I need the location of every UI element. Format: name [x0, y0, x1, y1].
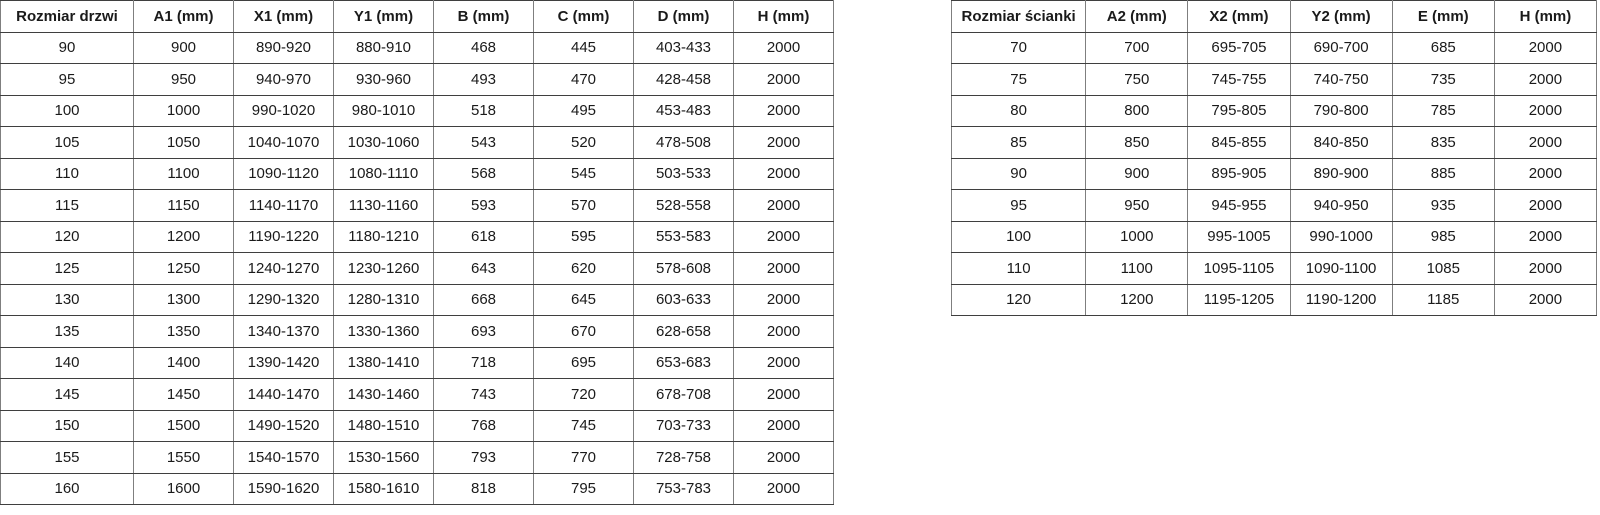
table-cell: 645 [534, 284, 634, 316]
column-header: Rozmiar ścianki [952, 1, 1086, 33]
table-cell: 678-708 [634, 379, 734, 411]
table-row [952, 127, 1597, 159]
table-cell: 668 [434, 284, 534, 316]
table-cell: 2000 [734, 190, 834, 222]
table-row [1, 284, 834, 316]
table-cell: 2000 [734, 64, 834, 96]
table-cell: 940-970 [234, 64, 334, 96]
column-header: Y2 (mm) [1290, 1, 1392, 33]
table-cell: 695 [534, 347, 634, 379]
table-cell: 840-850 [1290, 127, 1392, 159]
column-header: B (mm) [434, 1, 534, 33]
table-row [952, 64, 1597, 96]
table-cell: 528-558 [634, 190, 734, 222]
column-header: D (mm) [634, 1, 734, 33]
table-row [1, 473, 834, 505]
table-cell: 735 [1392, 64, 1494, 96]
table-cell: 90 [952, 158, 1086, 190]
table-cell: 835 [1392, 127, 1494, 159]
table-cell: 603-633 [634, 284, 734, 316]
table-cell: 785 [1392, 95, 1494, 127]
table-row [1, 32, 834, 64]
table-cell: 768 [434, 410, 534, 442]
table-cell: 1500 [134, 410, 234, 442]
table-cell: 85 [952, 127, 1086, 159]
table-cell: 130 [1, 284, 134, 316]
table-cell: 543 [434, 127, 534, 159]
table-cell: 1280-1310 [334, 284, 434, 316]
table-cell: 1350 [134, 316, 234, 348]
table-cell: 1300 [134, 284, 234, 316]
table-cell: 880-910 [334, 32, 434, 64]
table-row [1, 379, 834, 411]
table-cell: 150 [1, 410, 134, 442]
table-cell: 135 [1, 316, 134, 348]
table-cell: 990-1020 [234, 95, 334, 127]
table-cell: 570 [534, 190, 634, 222]
table-cell: 1185 [1392, 284, 1494, 316]
table-cell: 2000 [734, 158, 834, 190]
table-cell: 890-900 [1290, 158, 1392, 190]
table-cell: 100 [1, 95, 134, 127]
table-cell: 155 [1, 442, 134, 474]
header-row [952, 1, 1597, 33]
table-cell: 1195-1205 [1188, 284, 1290, 316]
table-cell: 950 [134, 64, 234, 96]
table-cell: 1600 [134, 473, 234, 505]
table-cell: 628-658 [634, 316, 734, 348]
table-row [952, 32, 1597, 64]
column-header: Y1 (mm) [334, 1, 434, 33]
table-cell: 553-583 [634, 221, 734, 253]
table-row [1, 316, 834, 348]
table-cell: 110 [952, 253, 1086, 285]
table-cell: 70 [952, 32, 1086, 64]
table-cell: 140 [1, 347, 134, 379]
table-cell: 795-805 [1188, 95, 1290, 127]
table-cell: 2000 [734, 32, 834, 64]
table-cell: 1550 [134, 442, 234, 474]
table-cell: 95 [1, 64, 134, 96]
table-cell: 890-920 [234, 32, 334, 64]
table-row [1, 158, 834, 190]
table-cell: 653-683 [634, 347, 734, 379]
table-cell: 1100 [134, 158, 234, 190]
table-cell: 745 [534, 410, 634, 442]
table-cell: 120 [1, 221, 134, 253]
table-cell: 2000 [734, 379, 834, 411]
table-cell: 2000 [734, 410, 834, 442]
table-cell: 1400 [134, 347, 234, 379]
table-cell: 1200 [134, 221, 234, 253]
table-cell: 818 [434, 473, 534, 505]
table-cell: 850 [1086, 127, 1188, 159]
table-row [1, 410, 834, 442]
table-cell: 545 [534, 158, 634, 190]
table-cell: 2000 [734, 127, 834, 159]
column-header: H (mm) [734, 1, 834, 33]
table-cell: 75 [952, 64, 1086, 96]
table-row [952, 221, 1597, 253]
table-cell: 568 [434, 158, 534, 190]
table-cell: 1580-1610 [334, 473, 434, 505]
table-cell: 618 [434, 221, 534, 253]
table-cell: 1000 [134, 95, 234, 127]
table-cell: 685 [1392, 32, 1494, 64]
table-cell: 1290-1320 [234, 284, 334, 316]
table-cell: 1090-1120 [234, 158, 334, 190]
table-cell: 1430-1460 [334, 379, 434, 411]
table-cell: 950 [1086, 190, 1188, 222]
table-cell: 115 [1, 190, 134, 222]
table-cell: 900 [134, 32, 234, 64]
table-cell: 125 [1, 253, 134, 285]
table-row [1, 190, 834, 222]
table-cell: 90 [1, 32, 134, 64]
table-cell: 2000 [1494, 32, 1596, 64]
table-cell: 1095-1105 [1188, 253, 1290, 285]
table-cell: 980-1010 [334, 95, 434, 127]
table-cell: 100 [952, 221, 1086, 253]
table-cell: 403-433 [634, 32, 734, 64]
table-cell: 2000 [734, 316, 834, 348]
table-cell: 478-508 [634, 127, 734, 159]
table-cell: 2000 [1494, 190, 1596, 222]
table-cell: 1080-1110 [334, 158, 434, 190]
table-cell: 620 [534, 253, 634, 285]
table-cell: 1090-1100 [1290, 253, 1392, 285]
table-cell: 1000 [1086, 221, 1188, 253]
table-cell: 1190-1200 [1290, 284, 1392, 316]
table-row [1, 64, 834, 96]
table-cell: 2000 [734, 221, 834, 253]
table-cell: 1340-1370 [234, 316, 334, 348]
table-cell: 795 [534, 473, 634, 505]
column-header: A2 (mm) [1086, 1, 1188, 33]
table-cell: 740-750 [1290, 64, 1392, 96]
table-cell: 900 [1086, 158, 1188, 190]
table-cell: 1590-1620 [234, 473, 334, 505]
table-row [1, 253, 834, 285]
header-row [1, 1, 834, 33]
table-cell: 1030-1060 [334, 127, 434, 159]
table-cell: 2000 [1494, 284, 1596, 316]
table-cell: 745-755 [1188, 64, 1290, 96]
table-cell: 493 [434, 64, 534, 96]
table-cell: 2000 [1494, 64, 1596, 96]
table-cell: 1150 [134, 190, 234, 222]
table-cell: 1050 [134, 127, 234, 159]
table-cell: 728-758 [634, 442, 734, 474]
table-cell: 2000 [734, 442, 834, 474]
table-cell: 693 [434, 316, 534, 348]
table-cell: 930-960 [334, 64, 434, 96]
wall-size-table [951, 0, 1597, 316]
table-row [952, 190, 1597, 222]
table-cell: 940-950 [1290, 190, 1392, 222]
table-cell: 790-800 [1290, 95, 1392, 127]
table-cell: 520 [534, 127, 634, 159]
table-cell: 2000 [1494, 127, 1596, 159]
table-cell: 1530-1560 [334, 442, 434, 474]
table-row [1, 95, 834, 127]
table-cell: 2000 [734, 284, 834, 316]
table-cell: 1240-1270 [234, 253, 334, 285]
table-cell: 690-700 [1290, 32, 1392, 64]
table-cell: 885 [1392, 158, 1494, 190]
table-cell: 2000 [734, 473, 834, 505]
table-cell: 1230-1260 [334, 253, 434, 285]
table-cell: 110 [1, 158, 134, 190]
table-cell: 2000 [734, 95, 834, 127]
column-header: X2 (mm) [1188, 1, 1290, 33]
table-cell: 578-608 [634, 253, 734, 285]
table-cell: 453-483 [634, 95, 734, 127]
column-header: E (mm) [1392, 1, 1494, 33]
table-cell: 95 [952, 190, 1086, 222]
table-cell: 145 [1, 379, 134, 411]
table-cell: 1380-1410 [334, 347, 434, 379]
table-cell: 470 [534, 64, 634, 96]
table-cell: 743 [434, 379, 534, 411]
table-cell: 120 [952, 284, 1086, 316]
table-row [1, 221, 834, 253]
table-cell: 2000 [1494, 95, 1596, 127]
table-cell: 2000 [734, 253, 834, 285]
table-cell: 793 [434, 442, 534, 474]
table-cell: 895-905 [1188, 158, 1290, 190]
table-cell: 720 [534, 379, 634, 411]
table-cell: 160 [1, 473, 134, 505]
table-cell: 1130-1160 [334, 190, 434, 222]
table-row [952, 95, 1597, 127]
table-cell: 1100 [1086, 253, 1188, 285]
table-cell: 1040-1070 [234, 127, 334, 159]
table-cell: 935 [1392, 190, 1494, 222]
column-header: H (mm) [1494, 1, 1596, 33]
table-cell: 503-533 [634, 158, 734, 190]
table-cell: 990-1000 [1290, 221, 1392, 253]
table-cell: 695-705 [1188, 32, 1290, 64]
table-cell: 703-733 [634, 410, 734, 442]
table-cell: 1330-1360 [334, 316, 434, 348]
table-cell: 985 [1392, 221, 1494, 253]
table-cell: 1490-1520 [234, 410, 334, 442]
table-cell: 1140-1170 [234, 190, 334, 222]
table-cell: 1085 [1392, 253, 1494, 285]
table-cell: 800 [1086, 95, 1188, 127]
column-header: A1 (mm) [134, 1, 234, 33]
table-cell: 643 [434, 253, 534, 285]
table-cell: 495 [534, 95, 634, 127]
table-cell: 1180-1210 [334, 221, 434, 253]
table-cell: 1450 [134, 379, 234, 411]
table-cell: 445 [534, 32, 634, 64]
table-cell: 1480-1510 [334, 410, 434, 442]
table-row [952, 158, 1597, 190]
table-cell: 670 [534, 316, 634, 348]
table-row [952, 253, 1597, 285]
table-cell: 1250 [134, 253, 234, 285]
table-cell: 2000 [1494, 253, 1596, 285]
table-cell: 2000 [734, 347, 834, 379]
column-header: Rozmiar drzwi [1, 1, 134, 33]
table-row [1, 127, 834, 159]
table-cell: 1540-1570 [234, 442, 334, 474]
table-cell: 1440-1470 [234, 379, 334, 411]
table-cell: 80 [952, 95, 1086, 127]
table-cell: 593 [434, 190, 534, 222]
table-cell: 995-1005 [1188, 221, 1290, 253]
column-header: C (mm) [534, 1, 634, 33]
table-row [1, 442, 834, 474]
table-cell: 945-955 [1188, 190, 1290, 222]
column-header: X1 (mm) [234, 1, 334, 33]
table-cell: 845-855 [1188, 127, 1290, 159]
table-cell: 2000 [1494, 158, 1596, 190]
table-row [952, 284, 1597, 316]
table-cell: 595 [534, 221, 634, 253]
table-cell: 770 [534, 442, 634, 474]
table-cell: 750 [1086, 64, 1188, 96]
table-cell: 428-458 [634, 64, 734, 96]
table-row [1, 347, 834, 379]
table-cell: 1200 [1086, 284, 1188, 316]
table-cell: 518 [434, 95, 534, 127]
table-cell: 105 [1, 127, 134, 159]
table-cell: 753-783 [634, 473, 734, 505]
table-cell: 2000 [1494, 221, 1596, 253]
table-cell: 718 [434, 347, 534, 379]
table-cell: 1190-1220 [234, 221, 334, 253]
table-cell: 1390-1420 [234, 347, 334, 379]
table-cell: 700 [1086, 32, 1188, 64]
table-cell: 468 [434, 32, 534, 64]
